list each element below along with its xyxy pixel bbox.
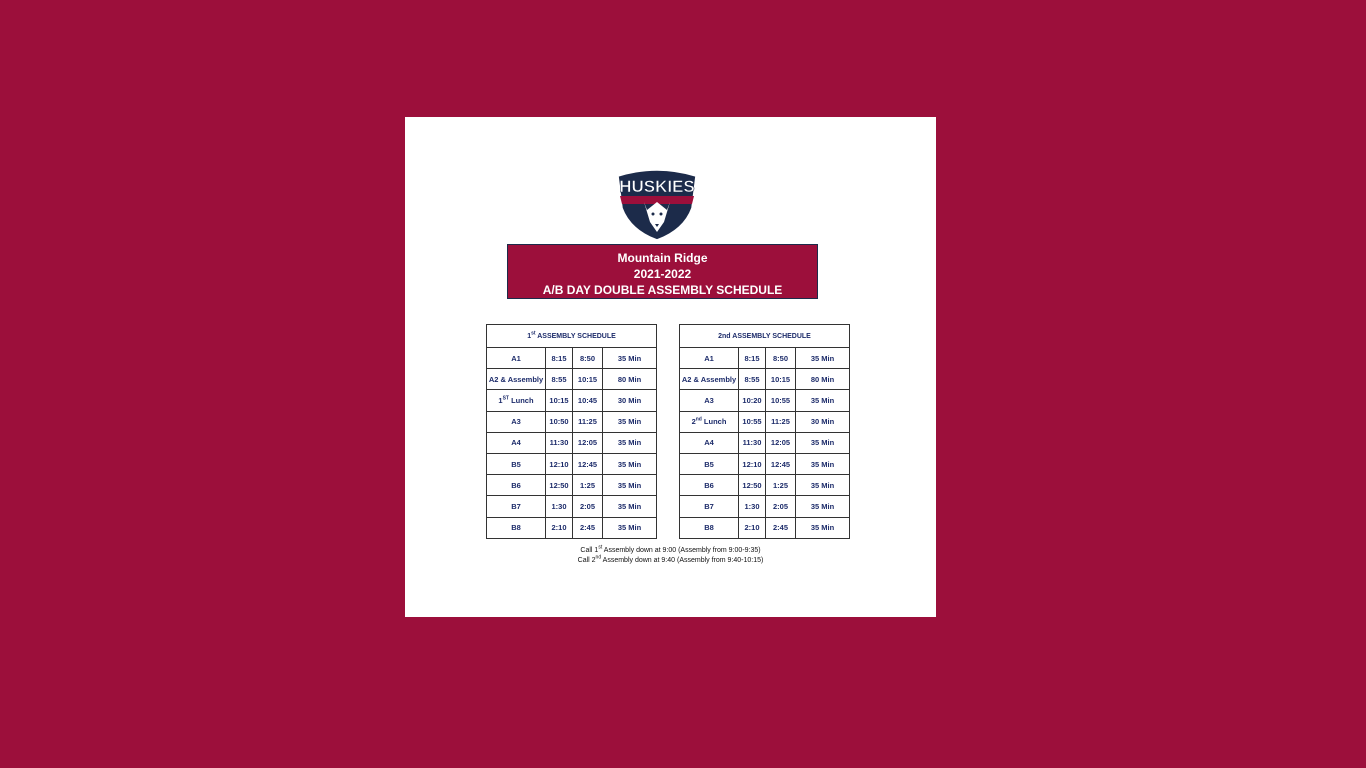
start-cell: 1:30 xyxy=(739,496,766,517)
duration-cell: 35 Min xyxy=(796,432,850,453)
period-cell: B5 xyxy=(487,453,546,474)
table-row xyxy=(487,475,657,496)
duration-cell: 35 Min xyxy=(603,517,657,538)
start-cell: 11:30 xyxy=(546,432,573,453)
duration-cell: 35 Min xyxy=(603,432,657,453)
table-row xyxy=(487,496,657,517)
school-name: Mountain Ridge xyxy=(617,251,708,265)
end-cell: 2:05 xyxy=(573,496,603,517)
end-cell: 11:25 xyxy=(573,411,603,432)
period-cell: B5 xyxy=(680,453,739,474)
period-cell: 1ST Lunch xyxy=(487,390,546,411)
period-cell: A4 xyxy=(680,432,739,453)
end-cell: 12:05 xyxy=(573,432,603,453)
table-row xyxy=(680,369,850,390)
duration-cell: 30 Min xyxy=(796,411,850,432)
period-cell: B8 xyxy=(680,517,739,538)
start-cell: 8:55 xyxy=(739,369,766,390)
start-cell: 8:15 xyxy=(546,348,573,369)
start-cell: 12:50 xyxy=(739,475,766,496)
end-cell: 2:05 xyxy=(766,496,796,517)
end-cell: 8:50 xyxy=(573,348,603,369)
first-assembly-table xyxy=(486,324,657,539)
period-cell: 2nd Lunch xyxy=(680,411,739,432)
table-row xyxy=(680,517,850,538)
duration-cell: 80 Min xyxy=(796,369,850,390)
end-cell: 11:25 xyxy=(766,411,796,432)
period-cell: B8 xyxy=(487,517,546,538)
table-row xyxy=(487,432,657,453)
table-row xyxy=(680,348,850,369)
period-cell: A3 xyxy=(487,411,546,432)
period-cell: B7 xyxy=(487,496,546,517)
end-cell: 2:45 xyxy=(573,517,603,538)
end-cell: 10:45 xyxy=(573,390,603,411)
end-cell: 1:25 xyxy=(573,475,603,496)
table-row xyxy=(487,453,657,474)
end-cell: 10:15 xyxy=(766,369,796,390)
duration-cell: 35 Min xyxy=(796,475,850,496)
second-assembly-table xyxy=(679,324,850,539)
period-cell: B7 xyxy=(680,496,739,517)
table-heading: 2nd ASSEMBLY SCHEDULE xyxy=(680,325,850,348)
duration-cell: 35 Min xyxy=(603,348,657,369)
start-cell: 10:55 xyxy=(739,411,766,432)
start-cell: 12:50 xyxy=(546,475,573,496)
table-row xyxy=(680,390,850,411)
table-heading: 1st ASSEMBLY SCHEDULE xyxy=(487,325,657,348)
table-row xyxy=(487,369,657,390)
start-cell: 10:20 xyxy=(739,390,766,411)
period-cell: A2 & Assembly xyxy=(487,369,546,390)
duration-cell: 80 Min xyxy=(603,369,657,390)
end-cell: 8:50 xyxy=(766,348,796,369)
duration-cell: 35 Min xyxy=(796,453,850,474)
table-row xyxy=(680,475,850,496)
start-cell: 2:10 xyxy=(546,517,573,538)
start-cell: 12:10 xyxy=(739,453,766,474)
end-cell: 12:45 xyxy=(766,453,796,474)
school-year: 2021-2022 xyxy=(633,267,692,281)
start-cell: 11:30 xyxy=(739,432,766,453)
start-cell: 2:10 xyxy=(739,517,766,538)
schedule-title: A/B DAY DOUBLE ASSEMBLY SCHEDULE xyxy=(542,283,783,297)
duration-cell: 35 Min xyxy=(796,517,850,538)
start-cell: 8:55 xyxy=(546,369,573,390)
duration-cell: 35 Min xyxy=(796,348,850,369)
end-cell: 1:25 xyxy=(766,475,796,496)
start-cell: 12:10 xyxy=(546,453,573,474)
duration-cell: 35 Min xyxy=(603,496,657,517)
table-row xyxy=(487,517,657,538)
period-cell: A1 xyxy=(487,348,546,369)
logo-wordmark: HUSKIES xyxy=(619,177,695,196)
duration-cell: 30 Min xyxy=(603,390,657,411)
duration-cell: 35 Min xyxy=(603,453,657,474)
period-cell: A4 xyxy=(487,432,546,453)
start-cell: 1:30 xyxy=(546,496,573,517)
period-cell: B6 xyxy=(680,475,739,496)
note-line-2: Call 2nd Assembly down at 9:40 (Assembly from 9:40-10:15) xyxy=(577,554,764,564)
table-row xyxy=(680,496,850,517)
end-cell: 12:45 xyxy=(573,453,603,474)
duration-cell: 35 Min xyxy=(603,411,657,432)
start-cell: 8:15 xyxy=(739,348,766,369)
table-row xyxy=(487,390,657,411)
start-cell: 10:50 xyxy=(546,411,573,432)
schedule-document xyxy=(405,117,936,617)
table-row xyxy=(487,348,657,369)
table-row xyxy=(680,411,850,432)
note-line-1: Call 1st Assembly down at 9:00 (Assembly from 9:00-9:35) xyxy=(580,544,761,554)
duration-cell: 35 Min xyxy=(796,390,850,411)
end-cell: 12:05 xyxy=(766,432,796,453)
table-row xyxy=(487,411,657,432)
end-cell: 10:55 xyxy=(766,390,796,411)
period-cell: A2 & Assembly xyxy=(680,369,739,390)
period-cell: A3 xyxy=(680,390,739,411)
table-row xyxy=(680,432,850,453)
title-banner xyxy=(507,244,818,299)
end-cell: 2:45 xyxy=(766,517,796,538)
start-cell: 10:15 xyxy=(546,390,573,411)
assembly-notes xyxy=(405,546,936,566)
duration-cell: 35 Min xyxy=(796,496,850,517)
period-cell: B6 xyxy=(487,475,546,496)
table-row xyxy=(680,453,850,474)
period-cell: A1 xyxy=(680,348,739,369)
duration-cell: 35 Min xyxy=(603,475,657,496)
end-cell: 10:15 xyxy=(573,369,603,390)
huskies-logo xyxy=(612,162,702,242)
